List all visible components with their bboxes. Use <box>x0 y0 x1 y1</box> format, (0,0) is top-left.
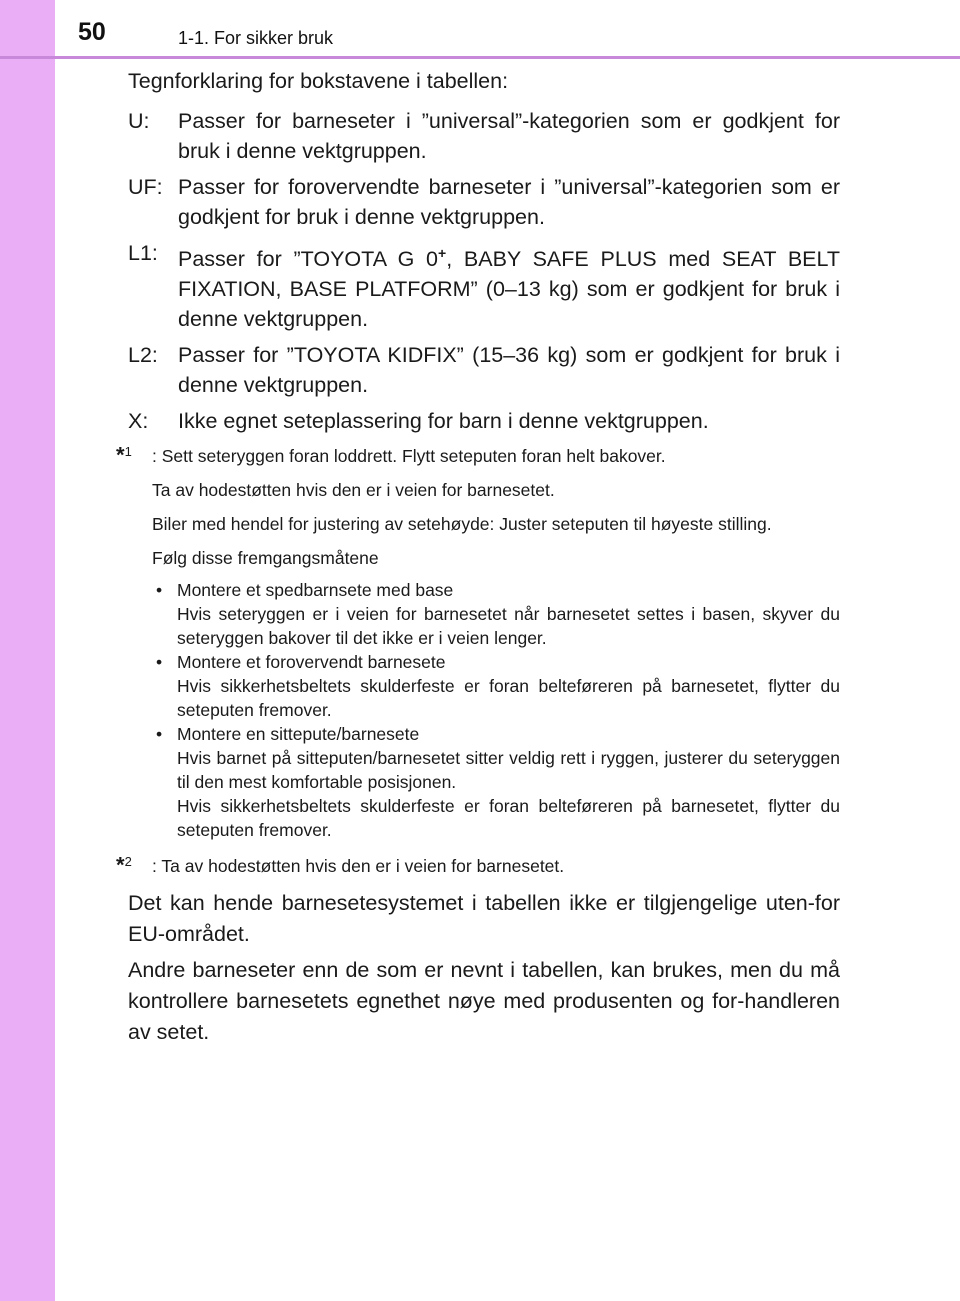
bullet-text: Hvis barnet på sitteputen/barnesetet sitter veldig rett i ryggen, justerer du seteryggen til den mest komfortable posisjonen. <box>177 748 840 793</box>
legend-text: Ikke egnet seteplassering for barn i denne vektgruppen. <box>178 409 709 434</box>
bullet-icon: • <box>156 724 163 745</box>
body-paragraph: Det kan hende barnesetesystemet i tabellen ikke er tilgjengelige uten-for EU-området. <box>128 891 840 947</box>
bullet-title: Montere et spedbarnsete med base <box>177 580 454 601</box>
footnote-line: Følg disse fremgangsmåtene <box>152 548 379 569</box>
legend-key: L2: <box>128 343 158 368</box>
header-rule <box>0 56 960 59</box>
footnote-number: 2 <box>124 854 132 870</box>
asterisk-icon: * <box>116 442 125 468</box>
legend-key: X: <box>128 409 149 434</box>
footnote-marker <box>116 438 132 467</box>
legend-key: UF: <box>128 175 163 199</box>
legend-item-uf <box>128 172 840 232</box>
list-item <box>152 578 840 650</box>
procedure-list <box>152 578 840 842</box>
legend-text: Passer for forovervendte barneseter i ”universal”-kategorien som er godkjent for bruk i denne vektgruppen. <box>178 175 840 229</box>
page-content <box>116 66 840 1048</box>
bullet-text: Hvis sikkerhetsbeltets skulderfeste er foran belteføreren på barnesetet, flytter du seteputen fremover. <box>177 676 840 721</box>
page-number: 50 <box>78 18 106 46</box>
legend-item-l2 <box>128 340 840 400</box>
body-paragraph: Andre barneseter enn de som er nevnt i tabellen, kan brukes, men du må kontrollere barnesetets egnethet nøye med produsenten og for-handleren av setet. <box>128 958 840 1045</box>
bullet-title: Montere en sittepute/barnesete <box>177 724 420 745</box>
asterisk-icon: * <box>116 852 125 878</box>
bullet-title: Montere et forovervendt barnesete <box>177 652 446 673</box>
bullet-text: Hvis sikkerhetsbeltets skulderfeste er foran belteføreren på barnesetet, flytter du seteputen fremover. <box>177 796 840 841</box>
legend-item-u <box>128 106 840 166</box>
footnote-2 <box>116 852 840 878</box>
section-title: 1-1. For sikker bruk <box>178 28 334 48</box>
bullet-icon: • <box>156 652 163 673</box>
side-tab-band <box>0 0 55 1301</box>
list-item <box>152 650 840 722</box>
footnote-marker <box>116 848 132 877</box>
footnote-number: 1 <box>124 444 132 460</box>
footnote-1 <box>116 442 840 468</box>
superscript-plus: + <box>438 245 447 261</box>
legend-item-x <box>128 406 840 436</box>
legend-text: Passer for barneseter i ”universal”-kategorien som er godkjent for bruk i denne vektgruppen. <box>178 109 840 163</box>
legend-text <box>178 238 840 334</box>
legend-text: Passer for ”TOYOTA KIDFIX” (15–36 kg) som er godkjent for bruk i denne vektgruppen. <box>178 343 840 398</box>
legend-text-part: Passer for ”TOYOTA G 0 <box>178 247 438 272</box>
footnote-text: : Sett seteryggen foran loddrett. Flytt seteputen foran helt bakover. <box>152 446 666 467</box>
bullet-icon: • <box>156 580 163 601</box>
list-item <box>152 722 840 842</box>
legend-key: U: <box>128 109 150 133</box>
footnote-line: Ta av hodestøtten hvis den er i veien for barnesetet. <box>152 480 555 501</box>
legend-list <box>128 106 840 436</box>
legend-key: L1: <box>128 241 158 265</box>
legend-text-part: , BABY SAFE PLUS med SEAT BELT FIXATION, BASE PLATFORM” (0–13 kg) som er godkjent for bruk i denne vektgruppen. <box>178 247 840 332</box>
footnote-text: : Ta av hodestøtten hvis den er i veien for barnesetet. <box>152 856 565 877</box>
footnote-line: Biler med hendel for justering av setehøyde: Juster seteputen til høyeste stilling. <box>152 514 772 535</box>
legend-item-l1 <box>128 238 840 334</box>
legend-intro: Tegnforklaring for bokstavene i tabellen: <box>128 69 509 93</box>
bullet-text: Hvis seteryggen er i veien for barnesetet når barnesetet settes i basen, skyver du seteryggen bakover til det ikke er i veien lenger. <box>177 604 840 649</box>
